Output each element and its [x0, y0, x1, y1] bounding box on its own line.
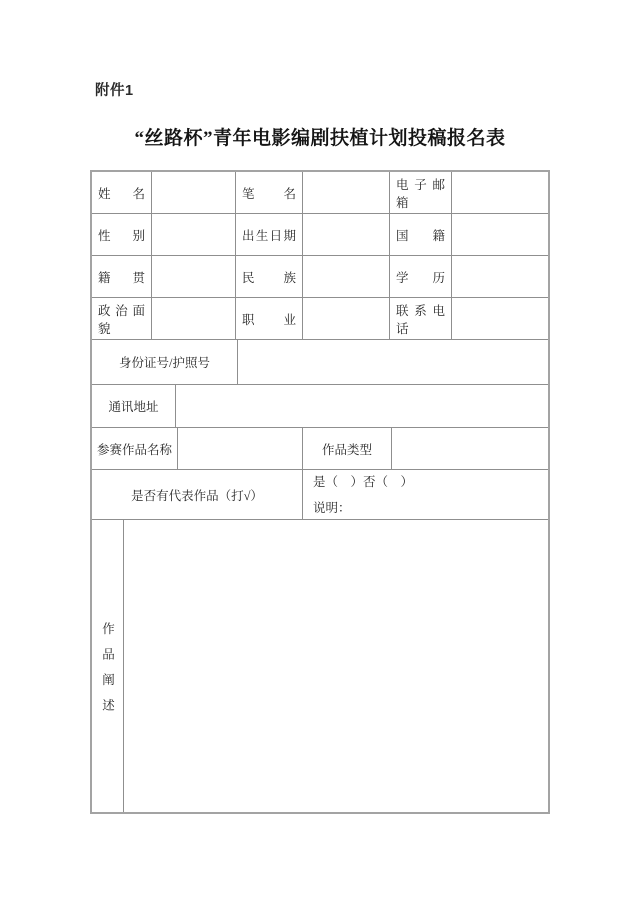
education-label: 学历 [396, 270, 445, 285]
birthplace-value-cell [152, 256, 236, 297]
entry-title-value-cell [178, 428, 303, 469]
table-row-id-number [92, 340, 548, 385]
table-row-entry-title-work-type [92, 428, 548, 470]
name-value-cell [152, 172, 236, 213]
representative-works-label-cell [92, 470, 303, 519]
table-row-representative-works [92, 470, 548, 520]
ethnicity-value-cell [303, 256, 390, 297]
education-value-cell [452, 256, 548, 297]
page-title: “丝路杯”青年电影编剧扶植计划投稿报名表 [134, 128, 506, 149]
political-status-label-cell [92, 298, 152, 339]
penname-label-cell [236, 172, 303, 213]
table-row-birthplace-ethnicity-education [92, 256, 548, 298]
occupation-label-cell [236, 298, 303, 339]
work-type-label: 作品类型 [321, 442, 372, 457]
work-type-value-cell [392, 428, 548, 469]
education-label-cell [390, 256, 452, 297]
nationality-value-cell [452, 214, 548, 255]
id-number-label-cell [92, 340, 238, 384]
table-row-work-statement [92, 520, 548, 812]
mailing-address-value-cell [176, 385, 548, 427]
table-row-political-occupation-phone [92, 298, 548, 340]
birthplace-label: 籍贯 [98, 270, 145, 285]
birthdate-value-cell [303, 214, 390, 255]
entry-title-label-cell [92, 428, 178, 469]
representative-works-answer-cell [303, 470, 548, 519]
id-number-value-cell [238, 340, 548, 384]
occupation-value-cell [303, 298, 390, 339]
table-row-gender-birthdate-nationality [92, 214, 548, 256]
email-label-cell [390, 172, 452, 213]
occupation-label: 职业 [242, 312, 296, 327]
political-status-value-cell [152, 298, 236, 339]
work-statement-label: 作品阐述 [100, 621, 115, 724]
phone-label-cell [390, 298, 452, 339]
registration-form-table [90, 170, 550, 814]
work-statement-label-cell [92, 520, 124, 812]
gender-value-cell [152, 214, 236, 255]
explanation-label: 说明： [313, 500, 351, 515]
birthdate-label-cell [236, 214, 303, 255]
nationality-label-cell [390, 214, 452, 255]
yes-no-options: 是（ ）否（ ） [313, 474, 414, 489]
work-statement-value-cell [124, 520, 548, 812]
entry-title-label: 参赛作品名称 [96, 442, 172, 457]
gender-label: 性别 [98, 228, 145, 243]
political-status-label: 政治面貌 [98, 303, 145, 336]
representative-works-label: 是否有代表作品（打√） [131, 488, 263, 503]
ethnicity-label-cell [236, 256, 303, 297]
table-row-name-penname-email [92, 172, 548, 214]
nationality-label: 国籍 [396, 228, 445, 243]
attachment-label: 附件1 [95, 83, 134, 99]
mailing-address-label: 通讯地址 [108, 400, 159, 414]
email-label: 电子邮箱 [396, 177, 445, 210]
penname-value-cell [303, 172, 390, 213]
table-row-mailing-address [92, 385, 548, 428]
work-type-label-cell [303, 428, 392, 469]
birthplace-label-cell [92, 256, 152, 297]
mailing-address-label-cell [92, 385, 176, 427]
name-label-cell [92, 172, 152, 213]
gender-label-cell [92, 214, 152, 255]
birthdate-label: 出生日期 [242, 228, 296, 243]
name-label: 姓名 [98, 186, 145, 201]
ethnicity-label: 民族 [242, 270, 296, 285]
phone-value-cell [452, 298, 548, 339]
penname-label: 笔名 [242, 186, 296, 201]
phone-label: 联系电话 [396, 303, 445, 336]
email-value-cell [452, 172, 548, 213]
id-number-label: 身份证号/护照号 [119, 356, 210, 370]
